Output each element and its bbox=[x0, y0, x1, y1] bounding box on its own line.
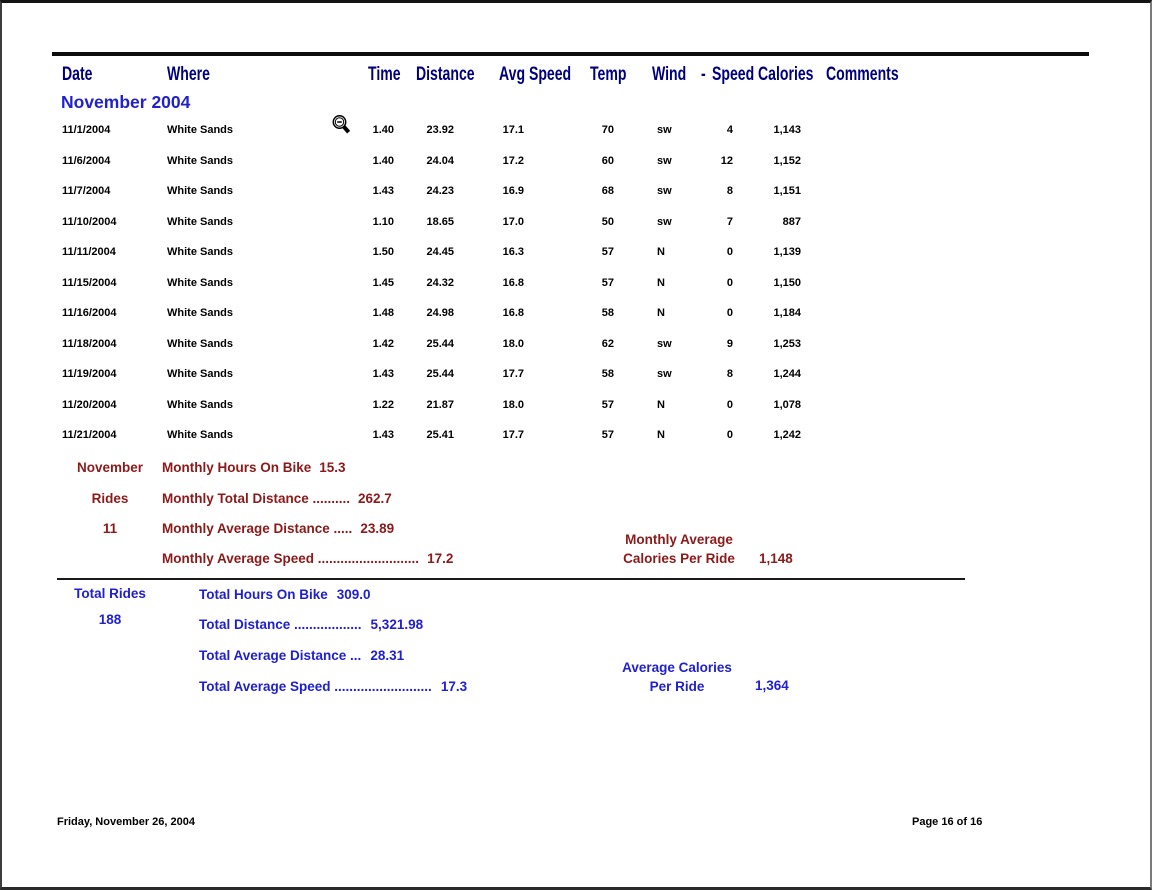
cell-where: White Sands bbox=[167, 429, 234, 441]
footer-page-number: Page 16 of 16 bbox=[912, 816, 983, 828]
column-header-comments: Comments bbox=[826, 64, 899, 85]
total-avg-distance-line bbox=[199, 648, 404, 663]
cell-where: White Sands bbox=[167, 338, 234, 350]
monthly-hours-line bbox=[162, 460, 346, 475]
cell-avg-speed: 18.0 bbox=[502, 338, 524, 350]
cell-date: 11/11/2004 bbox=[62, 246, 116, 258]
cell-where: White Sands bbox=[167, 246, 234, 258]
cell-wind-speed: 7 bbox=[726, 216, 733, 228]
cell-avg-speed: 18.0 bbox=[502, 399, 524, 411]
total-distance-label: Total Distance .................. bbox=[199, 617, 362, 632]
cell-wind-speed: 8 bbox=[726, 368, 733, 380]
cell-avg-speed: 16.8 bbox=[502, 307, 524, 319]
total-hours-label: Total Hours On Bike bbox=[199, 587, 328, 602]
cell-time: 1.48 bbox=[372, 307, 394, 319]
total-avg-speed-line bbox=[199, 679, 467, 694]
cell-temp: 70 bbox=[601, 124, 614, 136]
column-header-wind: Wind bbox=[652, 64, 687, 85]
cell-temp: 57 bbox=[601, 246, 614, 258]
cell-avg-speed: 16.3 bbox=[502, 246, 524, 258]
cell-date: 11/10/2004 bbox=[62, 216, 117, 228]
monthly-avg-speed-label: Monthly Average Speed ........................... bbox=[162, 551, 420, 566]
cell-wind: sw bbox=[657, 185, 672, 197]
monthly-avg-distance-line bbox=[162, 521, 394, 536]
total-hours-value: 309.0 bbox=[336, 587, 371, 602]
cell-distance: 21.87 bbox=[426, 399, 454, 411]
total-avg-distance-value: 28.31 bbox=[370, 648, 405, 663]
total-avg-distance-label: Total Average Distance ... bbox=[199, 648, 362, 663]
monthly-hours-value: 15.3 bbox=[319, 460, 346, 475]
cell-wind: N bbox=[657, 246, 665, 258]
group-title: November 2004 bbox=[61, 92, 191, 112]
cell-avg-speed: 17.2 bbox=[502, 155, 524, 167]
cell-time: 1.40 bbox=[372, 155, 394, 167]
cell-wind-speed: 4 bbox=[726, 124, 733, 136]
cell-wind: sw bbox=[657, 338, 672, 350]
cell-calories: 1,242 bbox=[773, 429, 801, 441]
cell-calories: 1,143 bbox=[773, 124, 801, 136]
column-header-where: Where bbox=[167, 64, 210, 85]
monthly-group-label: November bbox=[76, 460, 144, 475]
cell-temp: 68 bbox=[601, 185, 614, 197]
cell-wind: N bbox=[657, 399, 665, 411]
cell-time: 1.43 bbox=[372, 368, 394, 380]
cell-temp: 50 bbox=[601, 216, 614, 228]
cell-wind: sw bbox=[657, 155, 672, 167]
cell-wind-speed: 0 bbox=[726, 307, 733, 319]
cell-wind-speed: 12 bbox=[720, 155, 733, 167]
cell-avg-speed: 17.7 bbox=[502, 429, 524, 441]
cell-calories: 1,139 bbox=[773, 246, 801, 258]
table-row bbox=[2, 216, 1150, 230]
cell-where: White Sands bbox=[167, 155, 234, 167]
cell-calories: 1,152 bbox=[773, 155, 801, 167]
monthly-total-distance-line bbox=[162, 491, 392, 506]
cell-distance: 24.45 bbox=[426, 246, 454, 258]
cell-date: 11/7/2004 bbox=[62, 185, 111, 197]
monthly-avg-calories-value: 1,148 bbox=[759, 551, 793, 566]
cell-temp: 57 bbox=[601, 399, 614, 411]
cell-distance: 24.98 bbox=[426, 307, 454, 319]
cell-time: 1.42 bbox=[372, 338, 394, 350]
cell-temp: 60 bbox=[601, 155, 614, 167]
cell-where: White Sands bbox=[167, 307, 234, 319]
cell-where: White Sands bbox=[167, 185, 234, 197]
cell-date: 11/15/2004 bbox=[62, 277, 117, 289]
monthly-avg-calories-label-line1: Monthly Average bbox=[625, 532, 733, 547]
monthly-avg-speed-value: 17.2 bbox=[427, 551, 454, 566]
column-header-time: Time bbox=[368, 64, 401, 85]
total-avg-calories-label-line2: Per Ride bbox=[649, 679, 705, 694]
cell-wind: N bbox=[657, 277, 665, 289]
cell-calories: 1,078 bbox=[773, 399, 801, 411]
cell-wind: N bbox=[657, 307, 665, 319]
monthly-rides-count: 11 bbox=[102, 521, 118, 536]
total-avg-speed-label: Total Average Speed .......................... bbox=[199, 679, 432, 694]
cell-wind-speed: 0 bbox=[726, 277, 733, 289]
totals-divider bbox=[57, 578, 965, 580]
monthly-avg-speed-line bbox=[162, 551, 453, 566]
cell-calories: 887 bbox=[782, 216, 801, 228]
cell-temp: 58 bbox=[601, 368, 614, 380]
column-header-avg-speed: Avg Speed bbox=[499, 64, 572, 85]
table-row bbox=[2, 399, 1150, 413]
table-row bbox=[2, 185, 1150, 199]
total-hours-line bbox=[199, 587, 371, 602]
cell-wind-speed: 0 bbox=[726, 429, 733, 441]
monthly-total-distance-value: 262.7 bbox=[358, 491, 392, 506]
cell-where: White Sands bbox=[167, 399, 234, 411]
cell-temp: 57 bbox=[601, 277, 614, 289]
table-row bbox=[2, 155, 1150, 169]
cell-distance: 25.44 bbox=[426, 368, 454, 380]
cell-time: 1.45 bbox=[372, 277, 394, 289]
total-distance-value: 5,321.98 bbox=[370, 617, 424, 632]
cell-where: White Sands bbox=[167, 368, 234, 380]
cell-time: 1.40 bbox=[372, 124, 394, 136]
monthly-rides-label: Rides bbox=[91, 491, 129, 506]
cell-distance: 24.04 bbox=[426, 155, 454, 167]
cell-distance: 23.92 bbox=[426, 124, 454, 136]
cell-time: 1.50 bbox=[372, 246, 394, 258]
cell-calories: 1,151 bbox=[773, 185, 801, 197]
cell-temp: 58 bbox=[601, 307, 614, 319]
table-row bbox=[2, 338, 1150, 352]
cell-where: White Sands bbox=[167, 216, 234, 228]
cell-date: 11/6/2004 bbox=[62, 155, 111, 167]
cell-avg-speed: 16.9 bbox=[502, 185, 524, 197]
monthly-avg-distance-value: 23.89 bbox=[360, 521, 395, 536]
cell-date: 11/18/2004 bbox=[62, 338, 117, 350]
cell-avg-speed: 16.8 bbox=[502, 277, 524, 289]
cell-distance: 25.44 bbox=[426, 338, 454, 350]
total-avg-calories-value: 1,364 bbox=[755, 678, 789, 693]
cell-distance: 24.23 bbox=[426, 185, 454, 197]
column-header-date: Date bbox=[62, 64, 93, 85]
column-header-speed: Speed bbox=[712, 64, 755, 85]
cell-temp: 57 bbox=[601, 429, 614, 441]
cell-distance: 18.65 bbox=[426, 216, 454, 228]
top-rule bbox=[52, 52, 1089, 56]
cell-date: 11/16/2004 bbox=[62, 307, 117, 319]
column-header-dash: - bbox=[701, 64, 706, 85]
cell-calories: 1,253 bbox=[773, 338, 801, 350]
cell-wind: sw bbox=[657, 368, 672, 380]
cell-wind: sw bbox=[657, 124, 672, 136]
table-row bbox=[2, 429, 1150, 443]
cell-where: White Sands bbox=[167, 124, 234, 136]
cell-wind-speed: 0 bbox=[726, 246, 733, 258]
monthly-avg-distance-label: Monthly Average Distance ..... bbox=[162, 521, 353, 536]
cell-time: 1.43 bbox=[372, 185, 394, 197]
cell-where: White Sands bbox=[167, 277, 234, 289]
cell-calories: 1,184 bbox=[773, 307, 801, 319]
cell-distance: 24.32 bbox=[426, 277, 454, 289]
cell-avg-speed: 17.7 bbox=[502, 368, 524, 380]
total-avg-calories-label-line1: Average Calories bbox=[622, 660, 732, 675]
table-row bbox=[2, 368, 1150, 382]
column-header-distance: Distance bbox=[416, 64, 475, 85]
monthly-avg-calories-label-line2: Calories Per Ride bbox=[623, 551, 735, 566]
cell-calories: 1,244 bbox=[773, 368, 801, 380]
cell-avg-speed: 17.0 bbox=[502, 216, 524, 228]
cell-date: 11/1/2004 bbox=[62, 124, 111, 136]
total-rides-count: 188 bbox=[98, 612, 122, 627]
total-avg-speed-value: 17.3 bbox=[440, 679, 468, 694]
column-header-calories: Calories bbox=[758, 64, 814, 85]
cell-calories: 1,150 bbox=[773, 277, 801, 289]
cell-wind-speed: 8 bbox=[726, 185, 733, 197]
cell-time: 1.43 bbox=[372, 429, 394, 441]
table-row bbox=[2, 246, 1150, 260]
cell-time: 1.10 bbox=[372, 216, 394, 228]
total-distance-line bbox=[199, 617, 423, 632]
cell-date: 11/20/2004 bbox=[62, 399, 117, 411]
cell-wind: N bbox=[657, 429, 665, 441]
column-header-temp: Temp bbox=[590, 64, 627, 85]
cell-date: 11/19/2004 bbox=[62, 368, 117, 380]
total-rides-label: Total Rides bbox=[74, 586, 146, 601]
cell-wind-speed: 0 bbox=[726, 399, 733, 411]
cell-wind-speed: 9 bbox=[726, 338, 733, 350]
cell-distance: 25.41 bbox=[426, 429, 454, 441]
monthly-total-distance-label: Monthly Total Distance .......... bbox=[162, 491, 351, 506]
table-row bbox=[2, 307, 1150, 321]
cell-wind: sw bbox=[657, 216, 672, 228]
table-row bbox=[2, 124, 1150, 138]
table-row bbox=[2, 277, 1150, 291]
cell-time: 1.22 bbox=[372, 399, 394, 411]
cell-avg-speed: 17.1 bbox=[502, 124, 524, 136]
monthly-hours-label: Monthly Hours On Bike bbox=[162, 460, 312, 475]
cell-date: 11/21/2004 bbox=[62, 429, 117, 441]
cell-temp: 62 bbox=[601, 338, 614, 350]
footer-print-date: Friday, November 26, 2004 bbox=[57, 816, 195, 828]
